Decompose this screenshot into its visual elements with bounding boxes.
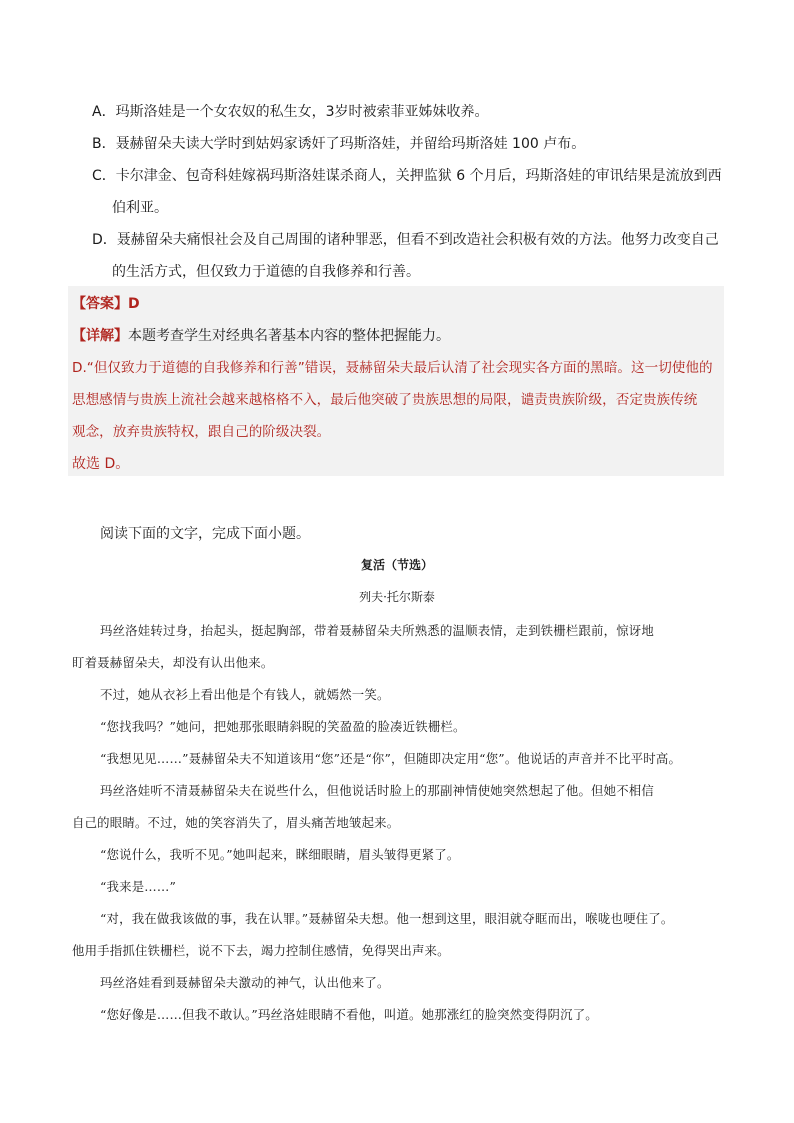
detail-line <box>72 320 722 352</box>
reading-instruction: 阅读下面的文字，完成下面小题。 <box>100 526 310 542</box>
passage-title: 复活（节选） <box>360 558 433 572</box>
option-d: D．聂赫留朵夫痛恨社会及自己周围的诸种罪恶，但看不到改造社会积极有效的方法。他努力改变自己 <box>92 232 719 248</box>
answer-line <box>72 288 722 320</box>
passage-line: 盯着聂赫留朵夫，却没有认出他来。 <box>72 655 274 670</box>
passage-line: “您好像是……但我不敢认。”玛丝洛娃眼睛不看他，叫道。她那涨红的脸突然变得阴沉了。 <box>100 1007 598 1022</box>
explanation-line-3: 观念，放弃贵族特权，跟自己的阶级决裂。 <box>72 424 331 440</box>
conclusion: 故选 D。 <box>72 456 130 472</box>
passage-line: “您说什么，我听不见。”她叫起来，眯细眼睛，眉头皱得更紧了。 <box>100 847 460 862</box>
passage-line: “我来是……” <box>100 879 177 894</box>
answer-value: D <box>128 296 140 312</box>
passage-line: 玛丝洛娃看到聂赫留朵夫激动的神气，认出他来了。 <box>100 975 390 990</box>
option-c-continuation: 伯利亚。 <box>112 200 168 216</box>
option-a: A．玛斯洛娃是一个女农奴的私生女，3岁时被索菲亚姊妹收养。 <box>92 104 489 120</box>
passage-line: 他用手指抓住铁栅栏，说不下去，竭力控制住感情，免得哭出声来。 <box>72 943 450 958</box>
option-b: B．聂赫留朵夫读大学时到姑妈家诱奸了玛斯洛娃，并留给玛斯洛娃 100 卢布。 <box>92 136 586 152</box>
passage-line: 玛丝洛娃转过身，抬起头，挺起胸部，带着聂赫留朵夫所熟悉的温顺表情，走到铁栅栏跟前，惊讶地 <box>100 623 654 638</box>
option-c: C．卡尔津金、包奇科娃嫁祸玛斯洛娃谋杀商人，关押监狱 6 个月后，玛斯洛娃的审讯结果是流放到西 <box>92 168 722 184</box>
passage-line: “我想见见……”聂赫留朵夫不知道该用“您”还是“你”，但随即决定用“您”。他说话的声音并不比平时高。 <box>100 751 682 766</box>
answer-label: 【答案】 <box>72 296 128 312</box>
explanation-line-2: 思想感情与贵族上流社会越来越格格不入，最后他突破了贵族思想的局限，谴责贵族阶级，否定贵族传统 <box>72 392 698 408</box>
explanation-line-1: D.“但仅致力于道德的自我修养和行善”错误，聂赫留朵夫最后认清了社会现实各方面的黑暗。这一切使他的 <box>72 360 713 376</box>
detail-text: 本题考查学生对经典名著基本内容的整体把握能力。 <box>128 328 450 344</box>
passage-line: 不过，她从衣衫上看出他是个有钱人，就嫣然一笑。 <box>100 687 390 702</box>
passage-line: “您找我吗？”她问，把她那张眼睛斜睨的笑盈盈的脸凑近铁栅栏。 <box>100 719 466 734</box>
passage-line: 玛丝洛娃听不清聂赫留朵夫在说些什么，但他说话时脸上的那副神情使她突然想起了他。但她不相信 <box>100 783 654 798</box>
option-d-continuation: 的生活方式，但仅致力于道德的自我修养和行善。 <box>112 264 420 280</box>
passage-line: 自己的眼睛。不过，她的笑容消失了，眉头痛苦地皱起来。 <box>72 815 400 830</box>
passage-line: “对，我在做我该做的事，我在认罪。”聂赫留朵夫想。他一想到这里，眼泪就夺眶而出，喉咙也哽住了。 <box>100 911 674 926</box>
passage-author: 列夫·托尔斯泰 <box>359 590 435 604</box>
detail-label: 【详解】 <box>72 328 128 344</box>
